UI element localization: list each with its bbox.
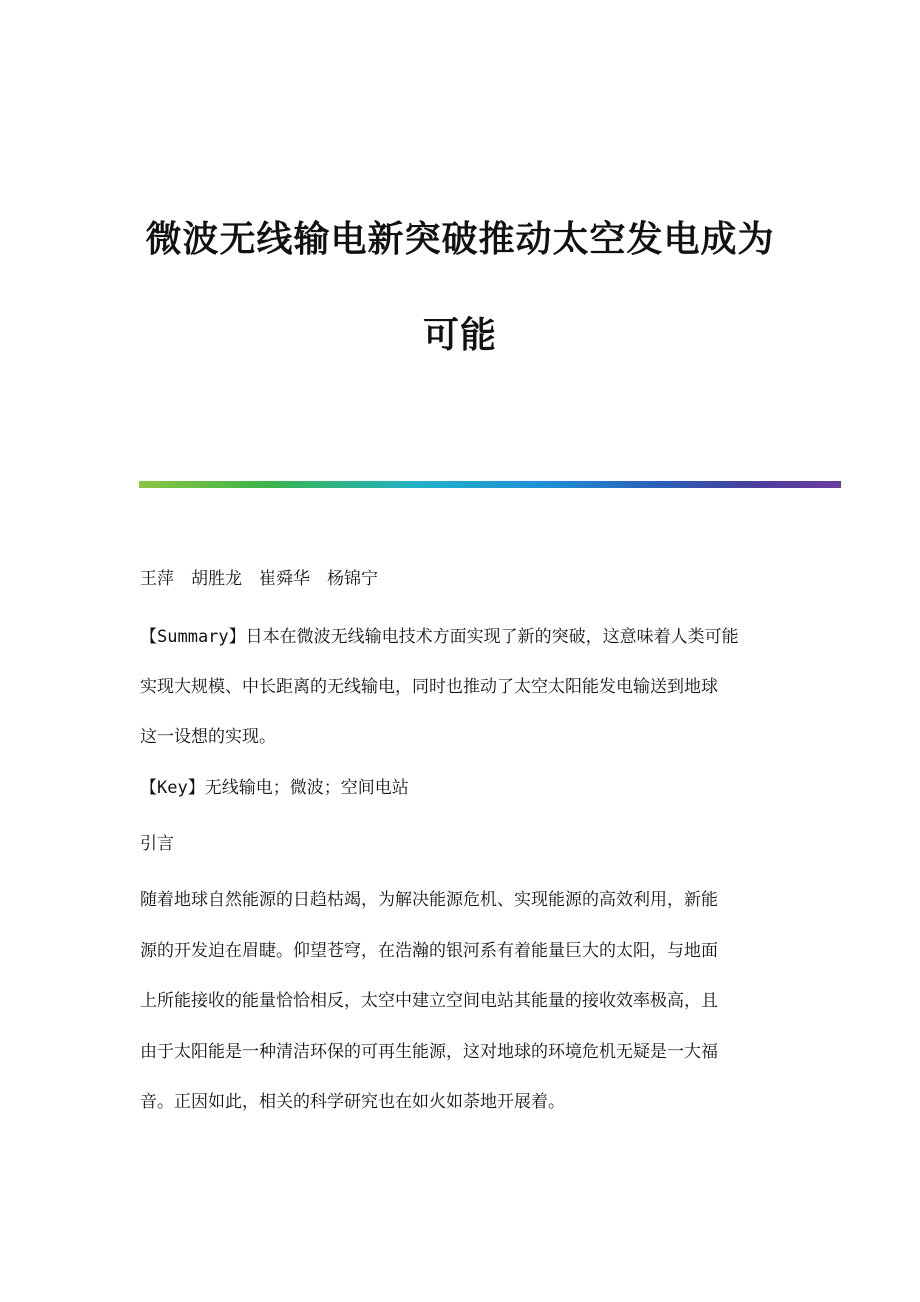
body-line: 上所能接收的能量恰恰相反，太空中建立空间电站其能量的接收效率极高，且 [140, 991, 718, 1011]
author-name: 崔舜华 [259, 569, 310, 589]
body-paragraph [140, 889, 718, 1142]
gradient-divider [139, 481, 841, 488]
author-name: 杨锦宁 [327, 569, 378, 589]
author-list [140, 568, 395, 590]
body-line: 源的开发迫在眉睫。仰望苍穹，在浩瀚的银河系有着能量巨大的太阳，与地面 [140, 940, 718, 961]
body-line: 随着地球自然能源的日趋枯竭，为解决能源危机、实现能源的高效利用，新能 [140, 890, 718, 910]
document-title-line-2: 可能 [422, 315, 497, 356]
keywords-line: 【Key】无线输电；微波；空间电站 [140, 778, 409, 798]
summary-line: 实现大规模、中长距离的无线输电，同时也推动了太空太阳能发电输送到地球 [140, 677, 718, 697]
author-name: 胡胜龙 [191, 569, 242, 589]
section-heading-introduction: 引言 [140, 834, 174, 854]
summary-line: 这一设想的实现。 [140, 727, 276, 747]
body-line: 由于太阳能是一种清洁环保的可再生能源，这对地球的环境危机无疑是一大福 [140, 1041, 718, 1062]
author-name: 王萍 [140, 569, 174, 589]
summary-line: 【Summary】日本在微波无线输电技术方面实现了新的突破，这意味着人类可能 [140, 627, 739, 647]
body-line: 音。正因如此，相关的科学研究也在如火如荼地开展着。 [140, 1092, 565, 1112]
summary-paragraph [140, 626, 739, 776]
document-title-line-1: 微波无线输电新突破推动太空发电成为 [145, 219, 775, 260]
